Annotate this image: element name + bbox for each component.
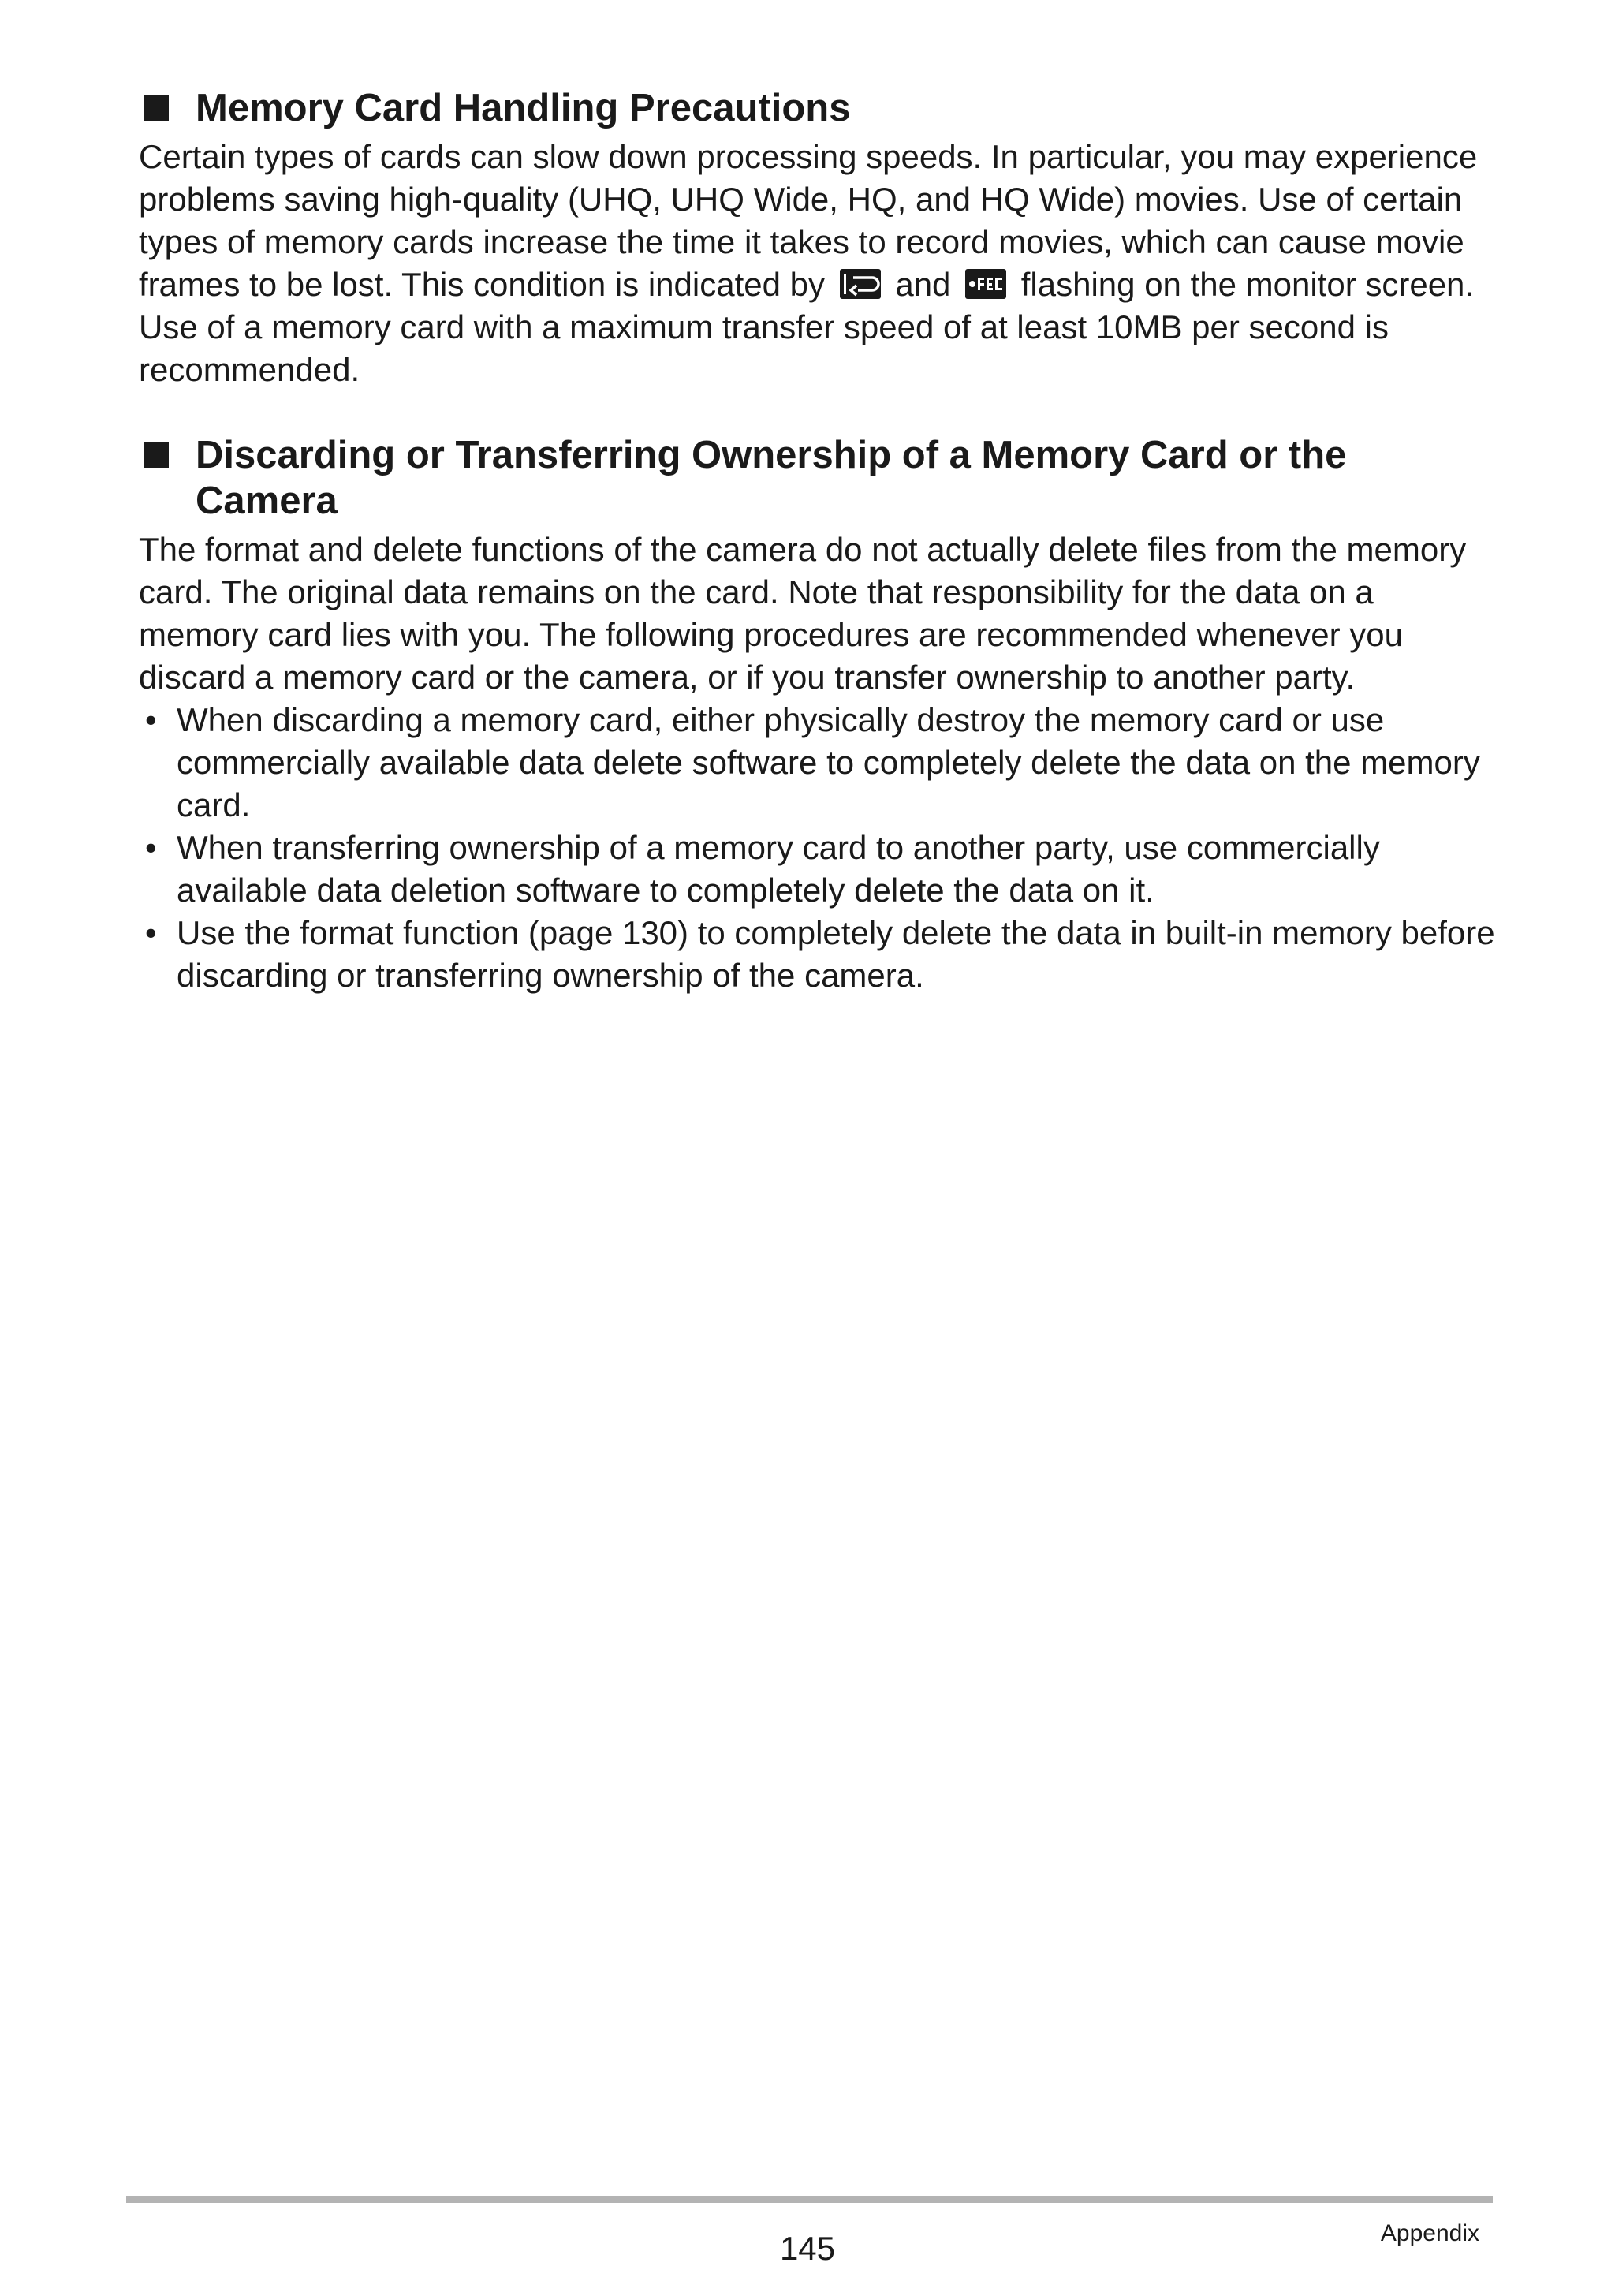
heading-text: Discarding or Transferring Ownership of a Memory Card or the Camera (196, 434, 1347, 522)
rec-icon (964, 268, 1007, 300)
heading-text: Memory Card Handling Precautions (196, 87, 851, 129)
list-item-text: When discarding a memory card, either physically destroy the memory card or use commercially available data delete software to completely delete the data on the memory card. (177, 701, 1480, 823)
list-item (139, 912, 1495, 997)
page-number: 145 (779, 2230, 836, 2267)
section-memory-card-handling (139, 85, 1495, 391)
body-paragraph: The format and delete functions of the camera do not actually delete files from the memory card. The original data remains on the card. Note that responsibility for the data on a memory card lies with you. The following procedures are recommended whenever you discard a memory card or the camera, or if you transfer ownership to another party. (139, 531, 1467, 696)
paragraph-text: flashing on the monitor screen. Use of a memory card with a maximum transfer speed of at least 10MB per second is recommended. (139, 266, 1475, 388)
body-paragraph (139, 136, 1495, 391)
section-heading (139, 432, 1495, 524)
section-heading (139, 85, 1495, 131)
heading-square-icon (144, 95, 169, 121)
list-item-text: Use the format function (page 130) to completely delete the data in built-in memory before discarding or transferring ownership of the camera. (177, 914, 1495, 994)
list-item (139, 827, 1495, 912)
bullet-dot: • (145, 829, 157, 866)
list-item-text: When transferring ownership of a memory card to another party, use commercially available data deletion software to completely delete the data on it. (177, 829, 1380, 909)
list-item (139, 699, 1495, 827)
paragraph-text: Certain types of cards can slow down processing speeds. In particular, you may experience problems saving high-quality (UHQ, UHQ Wide, HQ, and HQ Wide) movies. Use of certain types of memory cards increase the time it takes to record movies, which can cause movie frames to be lost. This condition is indicated by (139, 138, 1478, 303)
section-discarding-ownership (139, 432, 1495, 997)
footer-divider (126, 2196, 1493, 2203)
bullet-list (139, 699, 1495, 997)
bullet-dot: • (145, 701, 157, 738)
paragraph-text: and (886, 266, 960, 303)
bullet-dot: • (145, 914, 157, 951)
heading-square-icon (144, 442, 169, 468)
footer-section-label: Appendix (1380, 2220, 1479, 2246)
movie-warning-icon (839, 268, 882, 300)
